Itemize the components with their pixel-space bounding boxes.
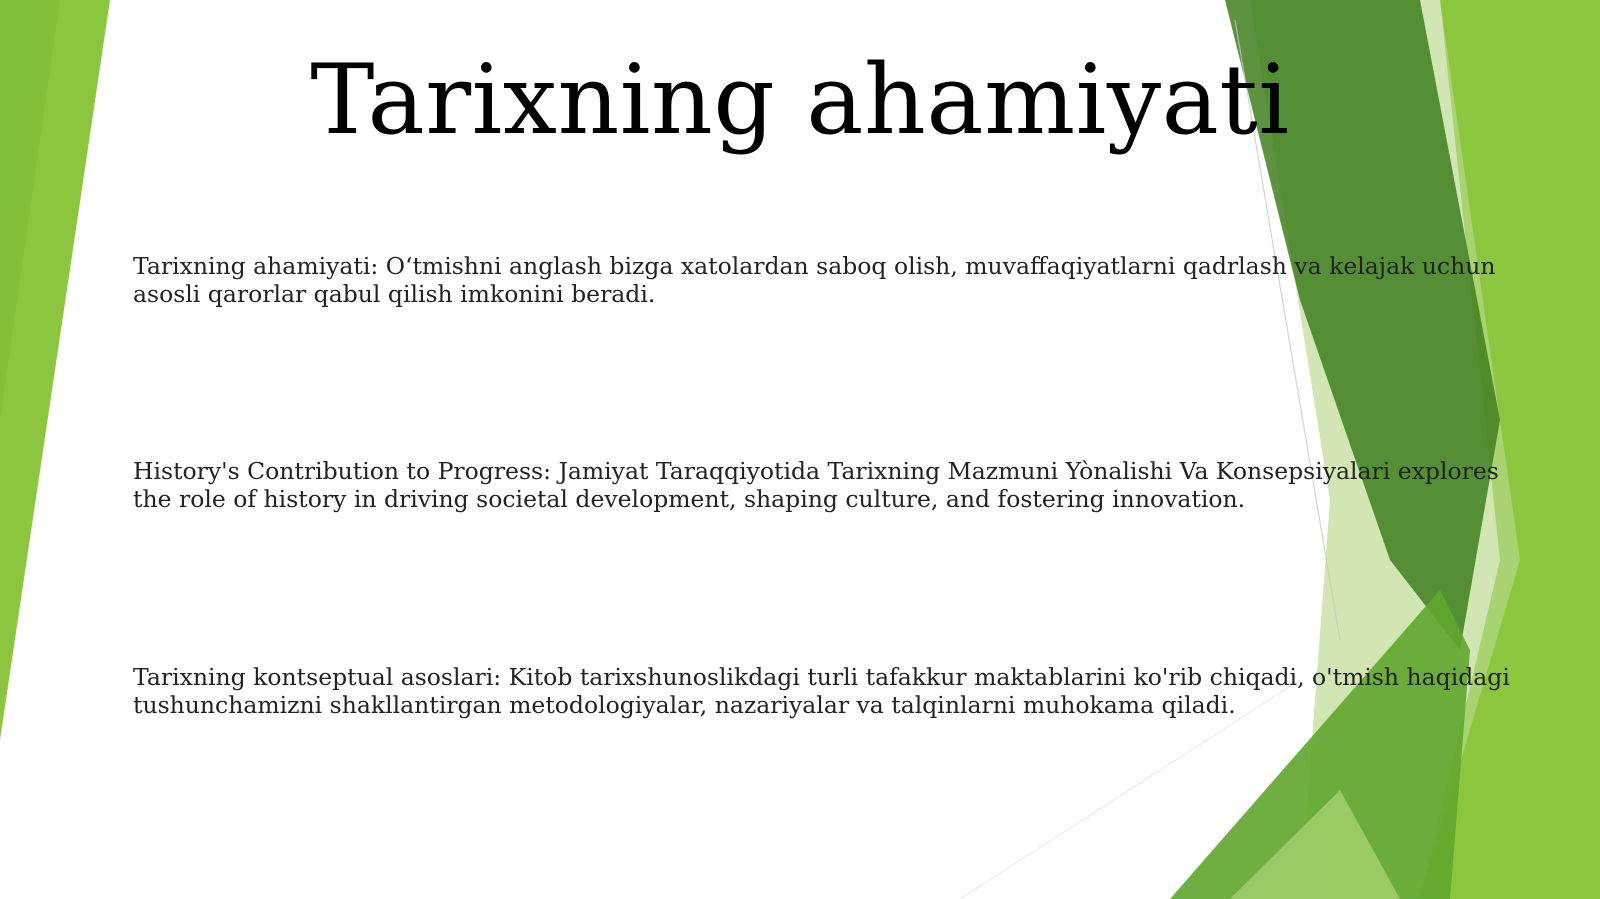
slide-title: Tarixning ahamiyati	[310, 44, 1290, 156]
paragraph-importance: Tarixning ahamiyati: O‘tmishni anglash bizga xatolardan saboq olish, muvaffaqiyatlarni qadrlash va kelajak uchun asosli qarorlar qabul qilish imkonini beradi.	[133, 252, 1496, 308]
paragraph-conceptual-foundations: Tarixning kontseptual asoslari: Kitob tarixshunoslikdagi turli tafakkur maktablarini ko'rib chiqadi, o'tmish haqidagi tushunchamizni shakllantirgan metodologiyalar, nazariyalar va talqinlarni muhokama qiladi.	[133, 663, 1510, 719]
paragraph-contribution: History's Contribution to Progress: Jamiyat Taraqqiyotida Tarixning Mazmuni Yònalishi Va Konsepsiyalari explores the role of history in driving societal development, shaping culture, and fostering innovation.	[133, 457, 1499, 513]
